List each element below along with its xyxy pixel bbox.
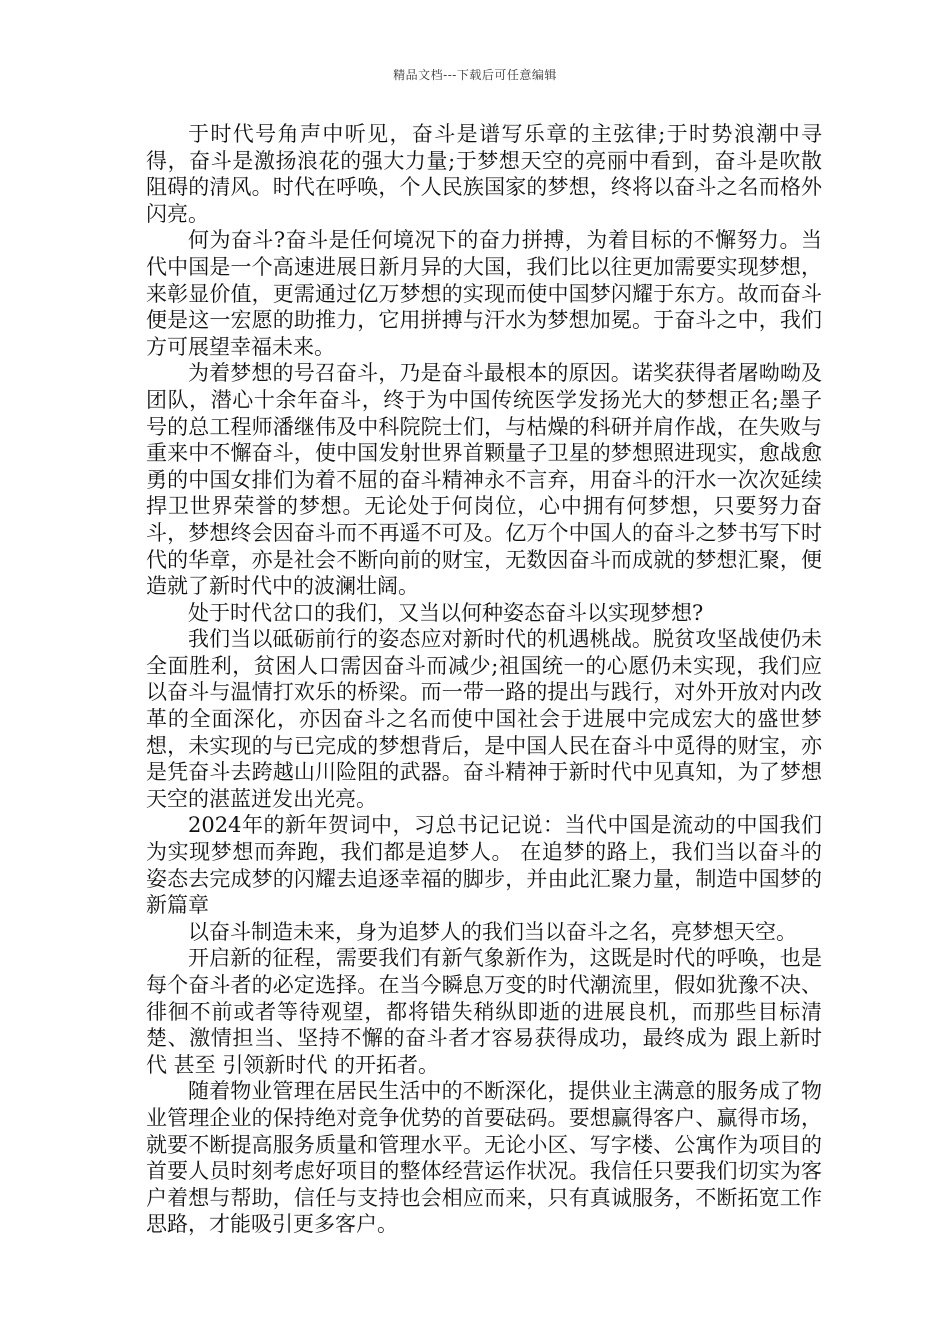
paragraph: 随着物业管理在居民生活中的不断深化，提供业主满意的服务成了物业管理企业的保持绝对竞争优势的首要砝码。要想赢得客户、赢得市场，就要不断提高服务质量和管理水平。无论小区、写字楼、公寓作为项目的首要人员时刻考虑好项目的整体经营运作状况。我信任只要我们切实为客户着想与帮助，信任与支持也会相应而来，只有真诚服务，不断拓宽工作思路，才能吸引更多客户。 [146, 1079, 822, 1237]
document-body [146, 121, 822, 1238]
page-header: 精品文档---下载后可任意编辑 [393, 68, 557, 82]
paragraph: 2024年的新年贺词中，习总书记记说：当代中国是流动的中国我们为实现梦想而奔跑，我们都是追梦人。 在追梦的路上，我们当以奋斗的姿态去完成梦的闪耀去追逐幸福的脚步，并由此汇聚力量，制造中国梦的新篇章 [146, 813, 822, 918]
paragraph: 于时代号角声中听见，奋斗是谱写乐章的主弦律;于时势浪潮中寻得，奋斗是激扬浪花的强大力量;于梦想天空的亮丽中看到，奋斗是吹散阻碍的清风。时代在呼唤，个人民族国家的梦想，终将以奋斗之名而格外闪亮。 [146, 122, 822, 226]
paragraph: 开启新的征程，需要我们有新气象新作为，这既是时代的呼唤，也是每个奋斗者的必定选择。在当今瞬息万变的时代潮流里，假如犹豫不决、徘徊不前或者等待观望，都将错失稍纵即逝的进展良机，而那些目标清楚、激情担当、坚持不懈的奋斗者才容易获得成功，最终成为 跟上新时代 甚至 引领新时代 的开拓者。 [146, 946, 822, 1077]
paragraph: 我们当以砥砺前行的姿态应对新时代的机遇桃战。脱贫攻坚战使仍未全面胜利，贫困人口需因奋斗而减少;祖国统一的心愿仍未实现，我们应以奋斗与温情打欢乐的桥梁。而一带一路的提出与践行，对外开放对内改革的全面深化，亦因奋斗之名而使中国社会于进展中完成宏大的盛世梦想，未实现的与已完成的梦想背后，是中国人民在奋斗中觅得的财宝，亦是凭奋斗去跨越山川险阻的武器。奋斗精神于新时代中见真知，为了梦想天空的湛蓝迸发出光亮。 [146, 627, 822, 811]
paragraph: 处于时代岔口的我们，又当以何种姿态奋斗以实现梦想? [188, 600, 704, 625]
paragraph: 以奋斗制造未来，身为追梦人的我们当以奋斗之名，亮梦想天空。 [188, 919, 797, 944]
paragraph: 何为奋斗?奋斗是任何境况下的奋力拼搏，为着目标的不懈努力。当代中国是一个高速进展日新月异的大国，我们比以往更加需要实现梦想，来彰显价值，更需通过亿万梦想的实现而使中国梦闪耀于东方。故而奋斗便是这一宏愿的助推力，它用拼搏与汗水为梦想加冕。于奋斗之中，我们方可展望幸福未来。 [146, 228, 822, 359]
paragraph: 为着梦想的号召奋斗，乃是奋斗最根本的原因。诺奖获得者屠呦呦及团队，潜心十余年奋斗，终于为中国传统医学发扬光大的梦想正名;墨子号的总工程师潘继伟及中科院院士们，与枯燥的科研并肩作战，在失败与重来中不懈奋斗，使中国发射世界首颗量子卫星的梦想照进现实，愈战愈勇的中国女排们为着不屈的奋斗精神永不言弃，用奋斗的汗水一次次延续捍卫世界荣誉的梦想。无论处于何岗位，心中拥有何梦想，只要努力奋斗，梦想终会因奋斗而不再遥不可及。亿万个中国人的奋斗之梦书写下时代的华章，亦是社会不断向前的财宝，无数因奋斗而成就的梦想汇聚，便造就了新时代中的波澜壮阔。 [146, 361, 822, 599]
